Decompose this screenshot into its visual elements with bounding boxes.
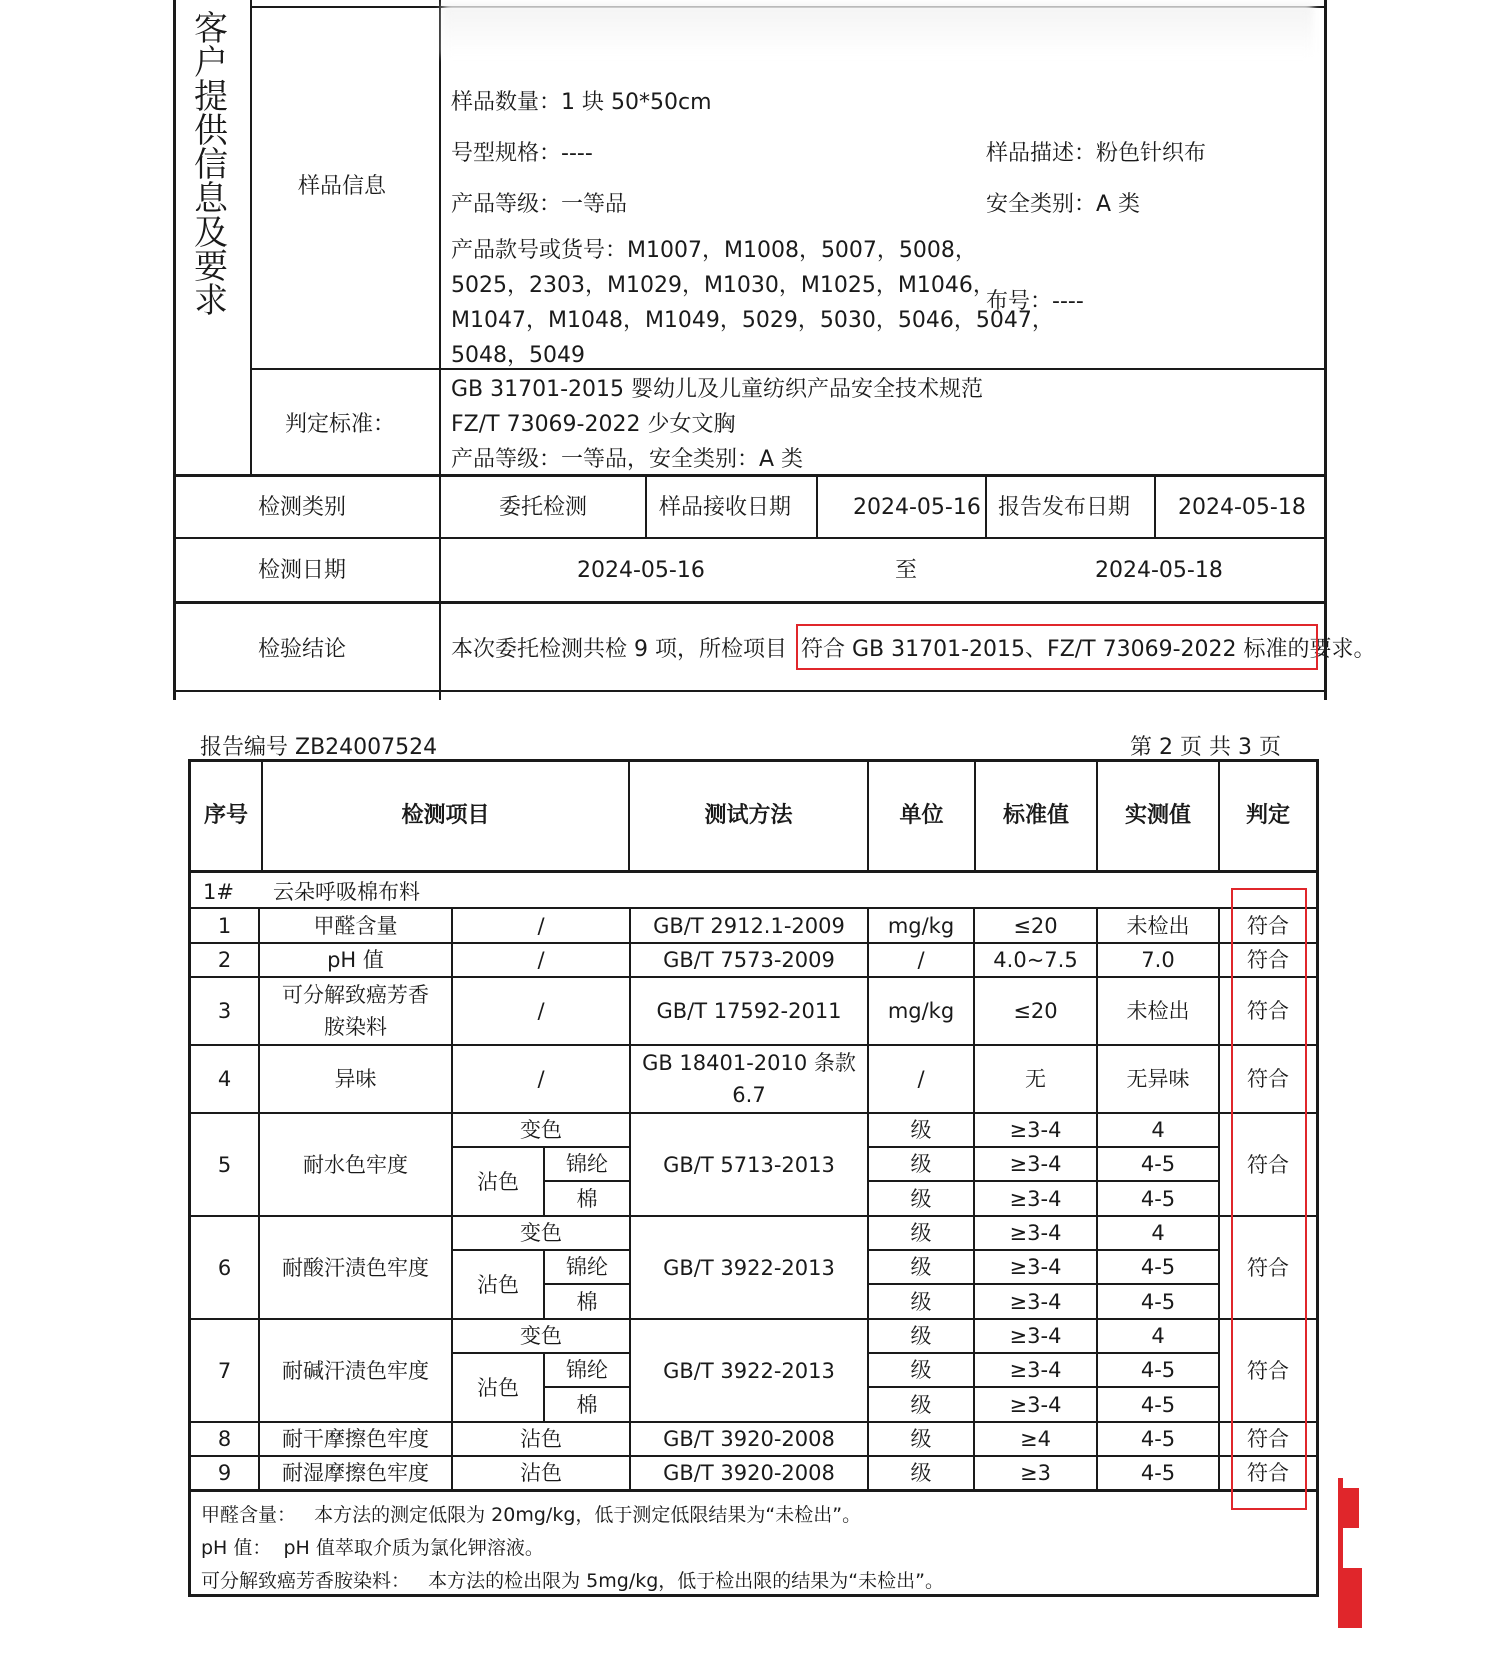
row6-method: GB/T 3922-2013 — [663, 1255, 835, 1280]
row7-color-change: 变色 — [520, 1324, 562, 1348]
conclusion-prefix: 本次委托检测共检 9 项，所检项目 — [451, 637, 787, 662]
row6-item: 耐酸汗渍色牢度 — [282, 1255, 429, 1280]
row4-verdict: 符合 — [1247, 1067, 1289, 1091]
row2-sub: / — [537, 948, 545, 972]
style-numbers-line2: 5025，2303，M1029，M1030，M1025，M1046， — [451, 273, 995, 298]
row9-sub: 沾色 — [520, 1461, 562, 1485]
row7-method: GB/T 3922-2013 — [663, 1358, 835, 1383]
row3-item-line1: 可分解致癌芳香 — [282, 983, 429, 1007]
row9-standard: ≥3 — [1020, 1461, 1051, 1485]
test-date-to: 2024-05-18 — [1095, 558, 1223, 583]
row6-unit-2: 级 — [910, 1255, 932, 1279]
row7-fiber-cotton: 棉 — [576, 1392, 598, 1417]
row6-unit-1: 级 — [910, 1221, 932, 1245]
note-azo-dyes — [201, 1566, 944, 1593]
note-formaldehyde — [201, 1500, 861, 1527]
note-ph-label: pH 值： — [201, 1537, 272, 1559]
row3-verdict: 符合 — [1247, 999, 1289, 1023]
row8-standard: ≥4 — [1020, 1427, 1051, 1451]
note-azo-dyes-label: 可分解致癌芳香胺染料： — [201, 1570, 411, 1592]
test-date-label: 检测日期 — [258, 558, 347, 583]
header-measured: 实测值 — [1124, 803, 1191, 828]
row7-verdict: 符合 — [1247, 1358, 1289, 1383]
row1-unit: mg/kg — [887, 913, 955, 938]
row5-item: 耐水色牢度 — [303, 1152, 408, 1177]
row9-verdict: 符合 — [1247, 1461, 1289, 1485]
row2-method: GB/T 7573-2009 — [663, 948, 835, 972]
sample-info-label: 样品信息 — [298, 174, 387, 199]
standard-label: 判定标准： — [285, 412, 396, 437]
test-date-to-word: 至 — [895, 558, 918, 583]
row4-standard: 无 — [1025, 1067, 1046, 1091]
vertical-section-title: 客户提供信息及要求 — [194, 9, 228, 321]
row2-standard: 4.0~7.5 — [993, 948, 1078, 972]
row9-unit: 级 — [910, 1461, 932, 1485]
row7-item: 耐碱汗渍色牢度 — [282, 1358, 429, 1383]
row1-standard: ≤20 — [1013, 913, 1058, 938]
row6-verdict: 符合 — [1247, 1255, 1289, 1280]
receive-date-label: 样品接收日期 — [659, 495, 792, 520]
row9-measured: 4-5 — [1140, 1461, 1176, 1485]
row8-sub: 沾色 — [520, 1427, 562, 1451]
test-type-value: 委托检测 — [499, 495, 588, 520]
row3-method: GB/T 17592-2011 — [656, 999, 842, 1023]
row5-measured-2: 4-5 — [1140, 1152, 1176, 1176]
header-standard: 标准值 — [1002, 803, 1069, 828]
row1-measured: 未检出 — [1126, 913, 1190, 938]
note-ph-text: pH 值萃取介质为氯化钾溶液。 — [283, 1537, 544, 1559]
row6-fiber-nylon: 锦纶 — [566, 1255, 608, 1279]
note-azo-dyes-text: 本方法的检出限为 5mg/kg，低于检出限的结果为“未检出”。 — [428, 1570, 944, 1592]
row5-fiber-cotton: 棉 — [576, 1186, 598, 1211]
row2-no: 2 — [217, 948, 232, 972]
row7-standard-2: ≥3-4 — [1009, 1358, 1062, 1382]
row2-verdict: 符合 — [1247, 948, 1289, 972]
row6-standard-3: ≥3-4 — [1009, 1289, 1062, 1314]
row5-standard-1: ≥3-4 — [1009, 1118, 1062, 1142]
sample-id: 1# — [203, 880, 234, 904]
row3-unit: mg/kg — [887, 999, 955, 1023]
row6-fiber-cotton: 棉 — [576, 1289, 598, 1314]
row4-no: 4 — [217, 1067, 232, 1091]
row1-no: 1 — [217, 913, 232, 938]
row6-staining: 沾色 — [477, 1272, 519, 1297]
size-spec: 号型规格：---- — [451, 141, 593, 166]
report-number: 报告编号 ZB24007524 — [200, 735, 438, 760]
style-numbers-line3: M1047，M1048，M1049，5029，5030，5046，5047， — [451, 308, 1054, 333]
row2-item: pH 值 — [327, 948, 384, 972]
note-formaldehyde-label: 甲醛含量： — [201, 1504, 297, 1526]
row2-measured: 7.0 — [1141, 948, 1175, 972]
note-ph — [201, 1533, 544, 1560]
row4-measured: 无异味 — [1126, 1067, 1190, 1091]
page-info: 第 2 页 共 3 页 — [1130, 735, 1281, 760]
header-item: 检测项目 — [401, 803, 490, 828]
row8-item: 耐干摩擦色牢度 — [282, 1427, 429, 1451]
row7-measured-2: 4-5 — [1140, 1358, 1176, 1382]
row2-unit: / — [917, 948, 925, 972]
row6-standard-1: ≥3-4 — [1009, 1221, 1062, 1245]
standard-line3: 产品等级：一等品，安全类别：A 类 — [451, 447, 804, 472]
conclusion-label: 检验结论 — [258, 637, 347, 662]
row3-standard: ≤20 — [1013, 999, 1058, 1023]
header-unit: 单位 — [899, 803, 944, 828]
sample-quantity: 样品数量：1 块 50*50cm — [451, 90, 712, 115]
test-date-from: 2024-05-16 — [577, 558, 705, 583]
receive-date: 2024-05-16 — [853, 495, 981, 520]
row3-item-line2: 胺染料 — [324, 1015, 387, 1039]
standard-line2: FZ/T 73069-2022 少女文胸 — [451, 412, 736, 437]
row5-standard-2: ≥3-4 — [1009, 1152, 1062, 1176]
row7-measured-3: 4-5 — [1140, 1392, 1176, 1417]
test-type-label: 检测类别 — [258, 495, 347, 520]
row6-unit-3: 级 — [910, 1289, 932, 1314]
row8-unit: 级 — [910, 1427, 932, 1451]
row3-item — [260, 978, 451, 1044]
safety-category: 安全类别：A 类 — [986, 192, 1141, 217]
header-verdict: 判定 — [1245, 803, 1290, 828]
row5-method: GB/T 5713-2013 — [663, 1152, 835, 1177]
row5-unit-2: 级 — [910, 1152, 932, 1176]
row7-staining: 沾色 — [477, 1375, 519, 1400]
row5-color-change: 变色 — [520, 1118, 562, 1142]
row8-measured: 4-5 — [1140, 1427, 1176, 1451]
row3-measured: 未检出 — [1126, 999, 1190, 1023]
row5-measured-1: 4 — [1151, 1118, 1165, 1142]
row5-unit-3: 级 — [910, 1186, 932, 1211]
verdict-highlight-box — [1231, 888, 1307, 1510]
conclusion-highlight-box — [796, 624, 1318, 670]
row7-no: 7 — [217, 1358, 232, 1383]
customer-info-section — [173, 0, 1376, 700]
header-method: 测试方法 — [704, 803, 793, 828]
row7-measured-1: 4 — [1151, 1324, 1165, 1348]
row6-color-change: 变色 — [520, 1221, 562, 1245]
row7-fiber-nylon: 锦纶 — [566, 1358, 608, 1382]
row1-verdict: 符合 — [1247, 913, 1289, 938]
row5-fiber-nylon: 锦纶 — [566, 1152, 608, 1176]
row9-item: 耐湿摩擦色牢度 — [282, 1461, 429, 1485]
row5-measured-3: 4-5 — [1140, 1186, 1176, 1211]
row9-no: 9 — [217, 1461, 232, 1485]
results-table — [188, 759, 1319, 1597]
style-numbers-line4: 5048，5049 — [451, 343, 585, 368]
row7-standard-3: ≥3-4 — [1009, 1392, 1062, 1417]
row5-no: 5 — [217, 1152, 232, 1177]
issue-date: 2024-05-18 — [1178, 495, 1306, 520]
header-no: 序号 — [203, 803, 248, 828]
row6-measured-3: 4-5 — [1140, 1289, 1176, 1314]
redacted-area — [443, 4, 1313, 56]
row5-standard-3: ≥3-4 — [1009, 1186, 1062, 1211]
style-numbers-line1: 产品款号或货号：M1007，M1008，5007，5008， — [451, 238, 977, 263]
row5-unit-1: 级 — [910, 1118, 932, 1142]
conclusion-highlight: 符合 GB 31701-2015、FZ/T 73069-2022 标准的要求。 — [801, 637, 1376, 662]
row6-measured-1: 4 — [1151, 1221, 1165, 1245]
row1-item: 甲醛含量 — [313, 913, 398, 938]
row3-no: 3 — [217, 999, 232, 1023]
row7-unit-3: 级 — [910, 1392, 932, 1417]
row4-method — [631, 1046, 867, 1112]
row6-standard-2: ≥3-4 — [1009, 1255, 1062, 1279]
row8-verdict: 符合 — [1247, 1427, 1289, 1451]
note-formaldehyde-text: 本方法的测定低限为 20mg/kg，低于测定低限结果为“未检出”。 — [314, 1504, 862, 1526]
row3-sub: / — [537, 999, 545, 1023]
row5-verdict: 符合 — [1247, 1152, 1289, 1177]
row9-method: GB/T 3920-2008 — [663, 1461, 835, 1485]
sample-name: 云朵呼吸棉布料 — [273, 880, 420, 904]
sample-description: 样品描述：粉色针织布 — [986, 141, 1207, 166]
standard-line1: GB 31701-2015 婴幼儿及儿童纺织产品安全技术规范 — [451, 377, 984, 402]
row4-sub: / — [537, 1067, 545, 1091]
row1-sub: / — [537, 913, 545, 938]
product-grade: 产品等级：一等品 — [451, 192, 628, 217]
row8-no: 8 — [217, 1427, 232, 1451]
cloth-number: 布号：---- — [986, 289, 1084, 314]
row7-unit-1: 级 — [910, 1324, 932, 1348]
row7-unit-2: 级 — [910, 1358, 932, 1382]
row4-item: 异味 — [334, 1067, 377, 1091]
row8-method: GB/T 3920-2008 — [663, 1427, 835, 1451]
inspection-stamp — [1338, 1478, 1362, 1628]
row5-staining: 沾色 — [477, 1169, 519, 1194]
row6-no: 6 — [217, 1255, 232, 1280]
row4-method-line1: GB 18401-2010 条款 — [642, 1051, 856, 1075]
row4-method-line2: 6.7 — [732, 1083, 766, 1107]
row1-method: GB/T 2912.1-2009 — [653, 913, 845, 938]
row4-unit: / — [917, 1067, 925, 1091]
row7-standard-1: ≥3-4 — [1009, 1324, 1062, 1348]
row6-measured-2: 4-5 — [1140, 1255, 1176, 1279]
issue-date-label: 报告发布日期 — [998, 495, 1131, 520]
